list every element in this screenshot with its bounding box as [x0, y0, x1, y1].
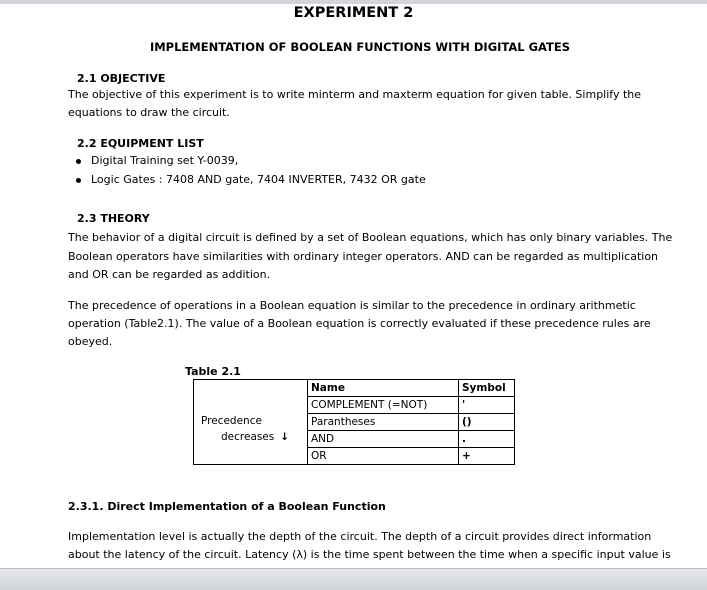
- precedence-line-2: [201, 429, 289, 445]
- column-header-symbol: Symbol: [459, 380, 515, 397]
- precedence-line-2-text: decreases: [221, 431, 275, 443]
- section-2-3-1-line: Implementation level is actually the depth of the circuit. The depth of a circuit provides direct information: [68, 530, 652, 543]
- operator-symbol: +: [459, 448, 515, 465]
- precedence-label: [201, 413, 289, 445]
- objective-line-1: The objective of this experiment is to write minterm and maxterm equation for given table. Simplify the: [68, 88, 642, 101]
- section-2-3-1-heading: 2.3.1. Direct Implementation of a Boolean Function: [68, 500, 386, 513]
- bullet-icon: [76, 178, 81, 183]
- page-title: EXPERIMENT 2: [293, 5, 414, 21]
- table-header-row: [194, 380, 515, 397]
- operator-name: AND: [308, 431, 459, 448]
- operator-name: OR: [308, 448, 459, 465]
- bullet-icon: [76, 159, 81, 164]
- operator-name: Parantheses: [308, 414, 459, 431]
- objective-heading: 2.1 OBJECTIVE: [77, 72, 166, 85]
- operator-name: COMPLEMENT (=NOT): [308, 397, 459, 414]
- theory-para1-line: The behavior of a digital circuit is defined by a set of Boolean equations, which has only binary variables. The: [68, 231, 673, 244]
- theory-para2-line: obeyed.: [68, 335, 113, 348]
- table-caption: Table 2.1: [185, 365, 241, 378]
- theory-para2-line: operation (Table2.1). The value of a Boolean equation is correctly evaluated if these precedence rules are: [68, 317, 651, 330]
- arrow-down-icon: ↓: [280, 431, 290, 443]
- operator-symbol: ': [459, 397, 515, 414]
- column-header-name: Name: [308, 380, 459, 397]
- theory-para2-line: The precedence of operations in a Boolean equation is similar to the precedence in ordinary arithmetic: [68, 299, 636, 312]
- top-border: [0, 0, 707, 4]
- theory-heading: 2.3 THEORY: [77, 212, 150, 225]
- section-2-3-1-line: about the latency of the circuit. Latency (λ) is the time spent between the time when a specific input value is: [68, 548, 671, 561]
- equipment-item-text: Logic Gates : 7408 AND gate, 7404 INVERTER, 7432 OR gate: [91, 173, 426, 186]
- precedence-line-1: Precedence: [201, 415, 262, 427]
- theory-para1-line: and OR can be regarded as addition.: [68, 268, 271, 281]
- equipment-item-text: Digital Training set Y-0039,: [91, 154, 239, 167]
- operator-symbol: (): [459, 414, 515, 431]
- theory-para1-line: Boolean operators have similarities with ordinary integer operators. AND can be regarded as multiplication: [68, 250, 659, 263]
- equipment-item: [76, 173, 636, 189]
- precedence-table: [193, 379, 515, 465]
- status-bar: [0, 568, 707, 590]
- equipment-item: [76, 154, 636, 170]
- operator-symbol: .: [459, 431, 515, 448]
- page-subtitle: IMPLEMENTATION OF BOOLEAN FUNCTIONS WITH DIGITAL GATES: [149, 40, 571, 54]
- objective-line-2: equations to draw the circuit.: [68, 106, 230, 119]
- precedence-cell: [194, 380, 308, 465]
- equipment-heading: 2.2 EQUIPMENT LIST: [77, 137, 204, 150]
